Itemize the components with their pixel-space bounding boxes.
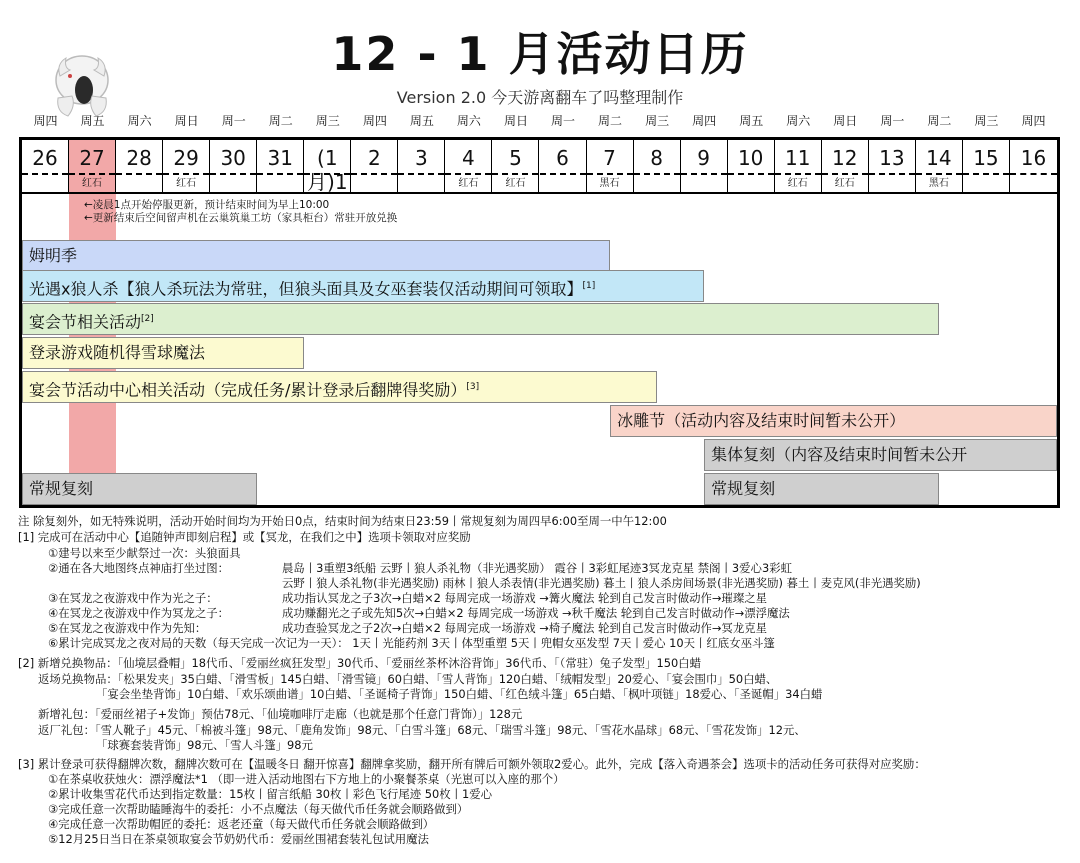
weekday-label: 周日 — [503, 114, 528, 128]
day-cell — [351, 140, 398, 192]
note-general: 注 除复刻外，如无特殊说明，活动开始时间均为开始日0点，结束时间为结束日23:59丨常规复刻为周四早6:00至周一中午12:00 — [18, 514, 667, 528]
weekday-label: 周三 — [645, 114, 670, 128]
note-1-item: ⑤在冥龙之夜游戏中作为先知： — [48, 621, 207, 635]
dashed-divider — [634, 173, 680, 175]
day-cell — [869, 140, 916, 192]
event-bar — [704, 473, 939, 505]
stone-label: 红石 — [787, 178, 808, 189]
day-number: 28 — [126, 146, 152, 170]
day-number: 3 — [415, 146, 428, 170]
note-1-item: ①建号以来至少献祭过一次：头狼面具 — [48, 546, 241, 560]
note-1-detail: 成功查验冥龙之子2次→白蜡×2 每周完成一场游戏 →椅子魔法 轮到自己发言时做动作→冥龙克星 — [282, 621, 767, 635]
dashed-divider — [304, 173, 350, 175]
event-bar — [22, 473, 257, 505]
note-3-item: ②累计收集雪花代币达到指定数量：15枚丨留言纸船 30枚丨彩色飞行尾迹 50枚丨1爱心 — [48, 787, 493, 801]
note-1-detail: 成功赚翻光之子或先知5次→白蜡×2 每周完成一场游戏 →秋千魔法 轮到自己发言时做动作→漂浮魔法 — [282, 606, 790, 620]
dashed-divider — [869, 173, 915, 175]
note-1-item: ③在冥龙之夜游戏中作为光之子： — [48, 591, 218, 605]
weekday-label: 周一 — [551, 114, 576, 128]
weekday-label: 周一 — [880, 114, 905, 128]
day-cell — [540, 140, 587, 192]
note-1-item: ④在冥龙之夜游戏中作为冥龙之子： — [48, 606, 230, 620]
dashed-divider — [775, 173, 821, 175]
stone-label: 红石 — [834, 178, 855, 189]
dashed-divider — [22, 173, 68, 175]
dashed-divider — [445, 173, 491, 175]
day-number: 9 — [697, 146, 710, 170]
day-cell — [445, 140, 492, 192]
day-number: (1月)1 — [307, 146, 348, 194]
weekday-label: 周四 — [362, 114, 387, 128]
dashed-divider — [822, 173, 868, 175]
day-cell — [634, 140, 681, 192]
stone-label: 红石 — [458, 178, 479, 189]
day-cell — [69, 140, 116, 192]
note-1-item: ⑥累计完成冥龙之夜对局的天数（每天完成一次记为一天）： 1天丨光能药剂 3天丨体型重塑 5天丨兜帽女巫发型 7天丨爱心 10天丨红底女巫斗篷 — [48, 636, 775, 650]
weekday-label: 周二 — [927, 114, 952, 128]
weekday-label: 周四 — [1021, 114, 1046, 128]
day-number: 29 — [173, 146, 199, 170]
stone-label: 黑石 — [928, 178, 949, 189]
weekday-label: 周二 — [598, 114, 623, 128]
weekday-label: 周五 — [409, 114, 434, 128]
day-cell — [304, 140, 351, 192]
day-cell — [775, 140, 822, 192]
day-number: 11 — [785, 146, 811, 170]
dashed-divider — [492, 173, 538, 175]
dashed-divider — [163, 173, 209, 175]
dashed-divider — [351, 173, 397, 175]
day-number: 13 — [879, 146, 905, 170]
weekday-label: 周五 — [80, 114, 105, 128]
weekday-label: 周三 — [315, 114, 340, 128]
note-3-item: ①在茶桌收获烛火：漂浮魔法*1 （即一进入活动地图右下方地上的小聚餐茶桌（光崽可以入座的那个） — [48, 772, 565, 786]
day-cell — [1010, 140, 1057, 192]
day-cell — [492, 140, 539, 192]
note-3-item: ③完成任意一次帮助瞌睡海牛的委托：小不点魔法（每天做代币任务就会顺路做到） — [48, 802, 469, 816]
note-3-item: ④完成任意一次帮助帽匠的委托：返老还童（每天做代币任务就会顺路做到） — [48, 817, 435, 831]
note-1-detail: 成功指认冥龙之子3次→白蜡×2 每周完成一场游戏 →篝火魔法 轮到自己发言时做动作→璀璨之星 — [282, 591, 767, 605]
dashed-divider — [398, 173, 444, 175]
event-label: 姆明季 — [29, 246, 78, 265]
maintenance-note-1: ←凌晨1点开始停服更新，预计结束时间为早上10:00 — [84, 199, 330, 211]
day-number: 6 — [556, 146, 569, 170]
note-2-item: 返厂礼包：「雪人靴子」45元、「棉被斗篷」98元、「鹿角发饰」98元、「白雪斗篷」68元、「瑞雪斗篷」98元、「雪花水晶球」68元、「雪花发饰」12元、 — [38, 723, 806, 737]
dashed-divider — [587, 173, 633, 175]
stone-label: 黑石 — [599, 178, 620, 189]
stone-label: 红石 — [176, 178, 197, 189]
note-1-item: ②通在各大地图终点神庙打坐过图： — [48, 561, 230, 575]
day-number: 26 — [32, 146, 58, 170]
day-cell — [22, 140, 69, 192]
event-bar — [22, 371, 657, 403]
page-title: 12 - 1 月活动日历 — [331, 27, 749, 81]
dashed-divider — [1010, 173, 1057, 175]
event-bar — [704, 439, 1057, 471]
day-number: 2 — [367, 146, 381, 170]
dashed-divider — [963, 173, 1009, 175]
day-number: 7 — [603, 146, 616, 170]
weekday-label: 周一 — [221, 114, 246, 128]
day-number: 8 — [650, 146, 663, 170]
event-label: 冰雕节（活动内容及结束时间暂未公开） — [617, 411, 906, 430]
note-2-item: 「宴会坐垫背饰」10白蜡、「欢乐颂曲谱」10白蜡、「圣诞椅子背饰」150白蜡、「红色绒斗篷」65白蜡、「枫叶项链」18爱心、「圣诞帽」34白蜡 — [96, 687, 823, 701]
footnote-ref: [1] — [582, 281, 596, 291]
day-cell — [210, 140, 257, 192]
weekday-label: 周二 — [268, 114, 293, 128]
event-label: 常规复刻 — [29, 479, 94, 498]
footnote-ref: [3] — [466, 382, 480, 392]
note-2-item: 「球赛套装背饰」98元、「雪人斗篷」98元 — [96, 738, 313, 752]
weekday-label: 周四 — [33, 114, 58, 128]
weekday-label: 周三 — [974, 114, 999, 128]
day-cell — [916, 140, 963, 192]
event-label: 登录游戏随机得雪球魔法 — [29, 343, 206, 362]
event-label: 集体复刻（内容及结束时间暂未公开 — [711, 445, 968, 464]
note-3: [3] 累计登录可获得翻牌次数，翻牌次数可在【温暖冬日 翻开惊喜】翻牌拿奖励，翻开所有牌后可额外领取2爱心。此外，完成【落入奇遇茶会】选项卡的活动任务可获得对应奖励： — [18, 757, 926, 771]
grid-divider — [22, 192, 1057, 194]
weekday-label: 周五 — [739, 114, 764, 128]
dashed-divider — [916, 173, 962, 175]
day-number: 14 — [926, 146, 952, 170]
day-cell — [728, 140, 775, 192]
day-number: 4 — [462, 146, 475, 170]
event-bar — [22, 303, 939, 335]
note-2-item: 返场兑换物品：「松果发夹」35白蜡、「滑雪板」145白蜡、「滑雪镜」60白蜡、「雪人背饰」120白蜡、「绒帽发型」20爱心、「宴会围巾」50白蜡、 — [38, 672, 778, 686]
weekday-label: 周四 — [692, 114, 717, 128]
event-label: 光遇x狼人杀【狼人杀玩法为常驻，但狼头面具及女巫套装仅活动期间可领取】 — [29, 279, 583, 299]
day-number: 12 — [832, 146, 858, 170]
day-cell — [681, 140, 728, 192]
day-number: 15 — [973, 146, 999, 170]
day-number: 16 — [1020, 146, 1047, 170]
day-cell — [587, 140, 634, 192]
stone-label: 红石 — [82, 178, 103, 189]
dashed-divider — [728, 173, 774, 175]
day-cell — [163, 140, 210, 192]
day-number: 27 — [79, 146, 105, 170]
event-bar — [610, 405, 1057, 437]
dashed-divider — [116, 173, 162, 175]
page-subtitle: Version 2.0 今天游离翻车了吗整理制作 — [396, 88, 684, 107]
dashed-divider — [681, 173, 727, 175]
day-number: 5 — [509, 146, 522, 170]
note-1: [1] 完成可在活动中心【追随钟声即刻启程】或【冥龙，在我们之中】选项卡领取对应奖励 — [18, 530, 471, 544]
dashed-divider — [69, 173, 115, 175]
event-label: 常规复刻 — [711, 479, 776, 498]
dashed-divider — [540, 173, 586, 175]
maintenance-note-2: ←更新结束后空间留声机在云巢筑巢工坊（家具柜台）常驻开放兑换 — [84, 212, 398, 224]
note-2: [2] 新增兑换物品：「仙境层叠帽」18代币、「爱丽丝疯狂发型」30代币、「爱丽丝茶杯沐浴背饰」36代币、「（常驻）兔子发型」150白蜡 — [18, 656, 701, 670]
weekday-label: 周日 — [833, 114, 858, 128]
note-1-detail: 晨岛丨3重塑3纸船 云野丨狼人杀礼物（非光遇奖励） 霞谷丨3彩虹尾迹3冥龙克星 禁阁丨3爱心3彩虹 — [282, 561, 792, 575]
day-cell — [963, 140, 1010, 192]
weekday-label: 周六 — [786, 114, 811, 128]
footnote-ref: [2] — [141, 314, 154, 324]
weekday-label: 周六 — [127, 114, 152, 128]
day-cell — [822, 140, 869, 192]
event-label: 宴会节相关活动 — [29, 312, 142, 332]
day-cell — [398, 140, 445, 192]
dashed-divider — [257, 173, 303, 175]
event-label: 宴会节活动中心相关活动（完成任务/累计登录后翻牌得奖励） — [29, 380, 467, 400]
weekday-label: 周日 — [174, 114, 199, 128]
day-number: 10 — [737, 146, 764, 170]
dashed-divider — [210, 173, 256, 175]
day-cell — [257, 140, 304, 192]
event-bar — [22, 240, 610, 272]
stone-label: 红石 — [505, 178, 526, 189]
weekday-label: 周六 — [456, 114, 481, 128]
day-cell — [116, 140, 163, 192]
day-number: 31 — [267, 146, 293, 170]
day-number: 30 — [220, 146, 246, 170]
event-bar — [22, 337, 304, 369]
note-2-item: 新增礼包：「爱丽丝裙子+发饰」预估78元、「仙境咖啡厅走廊（也就是那个任意门背饰）」128元 — [38, 707, 523, 721]
event-bar — [22, 270, 704, 302]
note-1-detail: 云野丨狼人杀礼物(非光遇奖励) 雨林丨狼人杀表情(非光遇奖励) 暮土丨狼人杀房间场景(非光遇奖励) 暮土丨麦克风(非光遇奖励) — [282, 576, 921, 590]
note-3-item: ⑤12月25日当日在茶桌领取宴会节奶奶代币：爱丽丝围裙套装礼包试用魔法 — [48, 832, 429, 846]
calendar-grid — [19, 137, 1060, 508]
